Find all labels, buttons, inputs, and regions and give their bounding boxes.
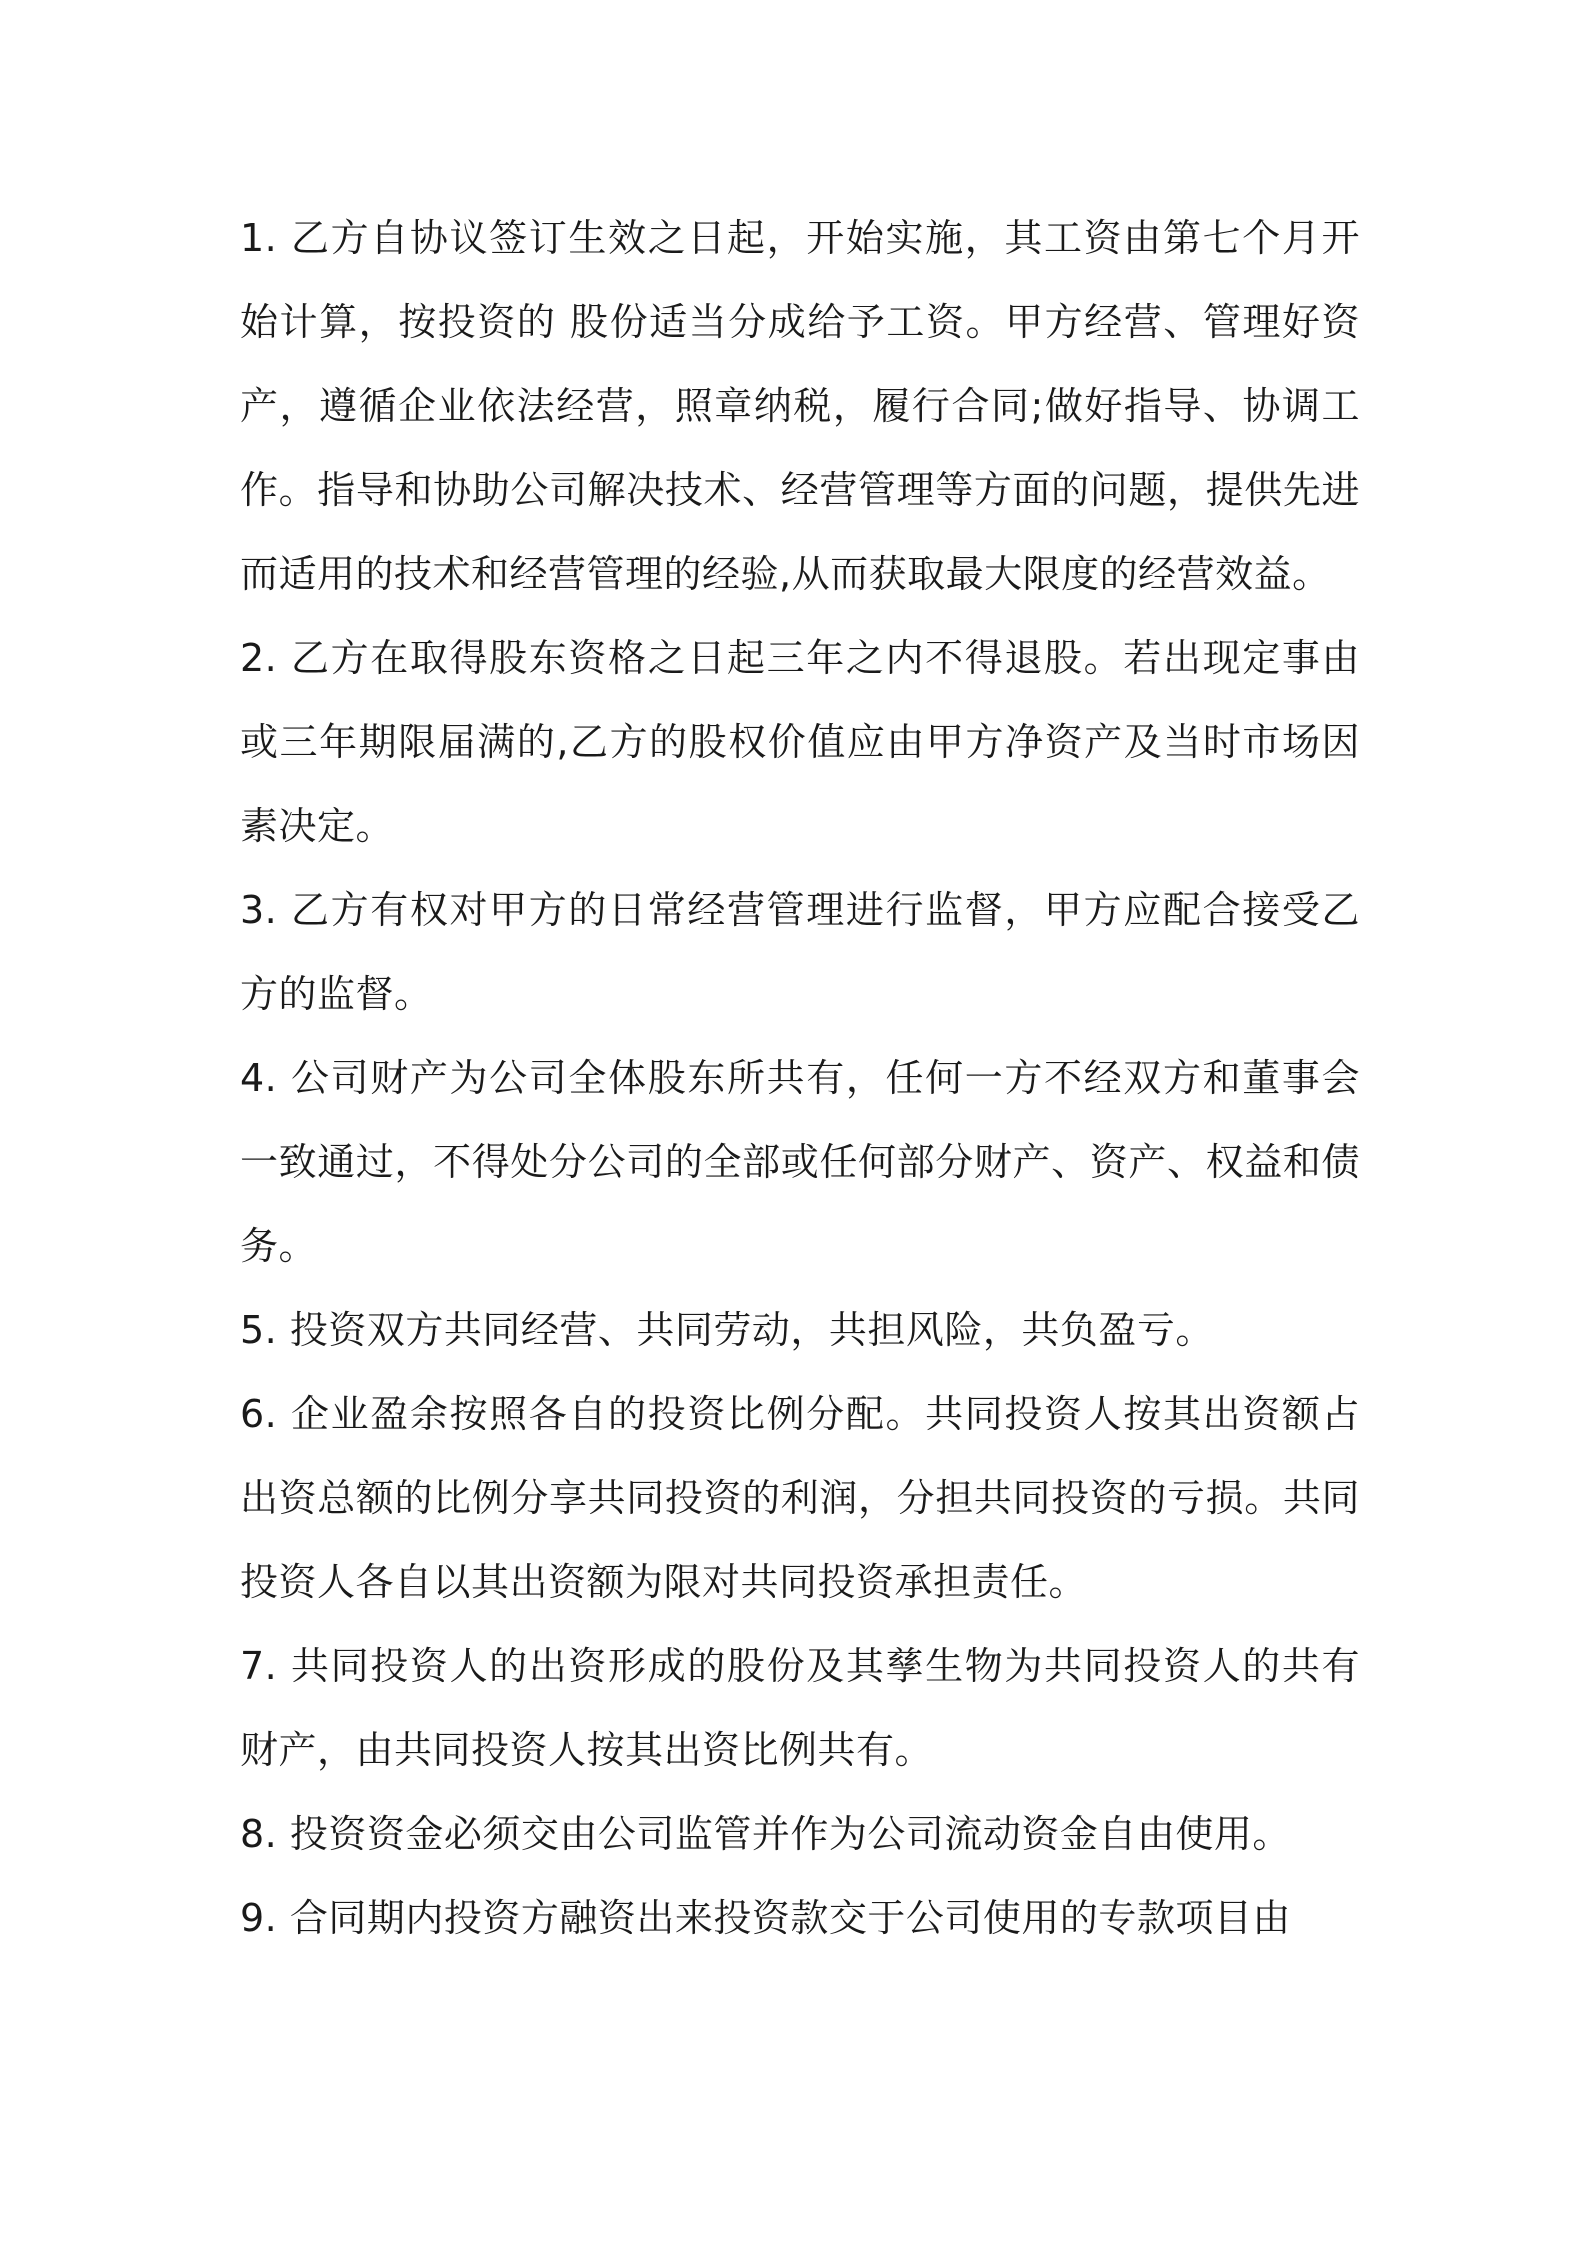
clause-text: 乙方在取得股东资格之日起三年之内不得退股。若出现定事由或三年期限届满的,乙方的股权价值应由甲方净资产及当时市场因素决定。 <box>240 636 1360 848</box>
clause-5 <box>240 1288 1360 1372</box>
clause-number: 3. <box>240 888 278 932</box>
clause-number: 8. <box>240 1812 278 1856</box>
clause-1 <box>240 196 1360 616</box>
clause-3 <box>240 868 1360 1036</box>
clause-text: 投资资金必须交由公司监管并作为公司流动资金自由使用。 <box>289 1812 1291 1856</box>
clause-text: 乙方自协议签订生效之日起，开始实施，其工资由第七个月开始计算，按投资的 股份适当分成给予工资。甲方经营、管理好资产，遵循企业依法经营，照章纳税，履行合同;做好指导、协调工作。指导和协助公司解决技术、经营管理等方面的问题，提供先进而适用的技术和经营管理的经验,从而获取最大限度的经营效益。 <box>240 216 1360 596</box>
clause-text: 合同期内投资方融资出来投资款交于公司使用的专款项目由 <box>289 1896 1291 1940</box>
clause-text: 投资双方共同经营、共同劳动，共担风险，共负盈亏。 <box>289 1308 1214 1352</box>
clause-number: 5. <box>240 1308 278 1352</box>
clause-2 <box>240 616 1360 868</box>
clause-text: 共同投资人的出资形成的股份及其孳生物为共同投资人的共有财产，由共同投资人按其出资比例共有。 <box>240 1644 1360 1772</box>
clause-number: 7. <box>240 1644 278 1688</box>
clause-4 <box>240 1036 1360 1288</box>
clause-text: 乙方有权对甲方的日常经营管理进行监督，甲方应配合接受乙方的监督。 <box>240 888 1360 1016</box>
clause-number: 4. <box>240 1056 278 1100</box>
clause-number: 9. <box>240 1896 278 1940</box>
clause-8 <box>240 1792 1360 1876</box>
clause-number: 6. <box>240 1392 278 1436</box>
clause-7 <box>240 1624 1360 1792</box>
document-body <box>240 196 1360 1960</box>
clause-text: 企业盈余按照各自的投资比例分配。共同投资人按其出资额占出资总额的比例分享共同投资的利润，分担共同投资的亏损。共同投资人各自以其出资额为限对共同投资承担责任。 <box>240 1392 1360 1604</box>
clause-text: 公司财产为公司全体股东所共有，任何一方不经双方和董事会一致通过，不得处分公司的全部或任何部分财产、资产、权益和债务。 <box>240 1056 1360 1268</box>
clause-6 <box>240 1372 1360 1624</box>
clause-9 <box>240 1876 1360 1960</box>
clause-number: 2. <box>240 636 278 680</box>
clause-number: 1. <box>240 216 278 260</box>
